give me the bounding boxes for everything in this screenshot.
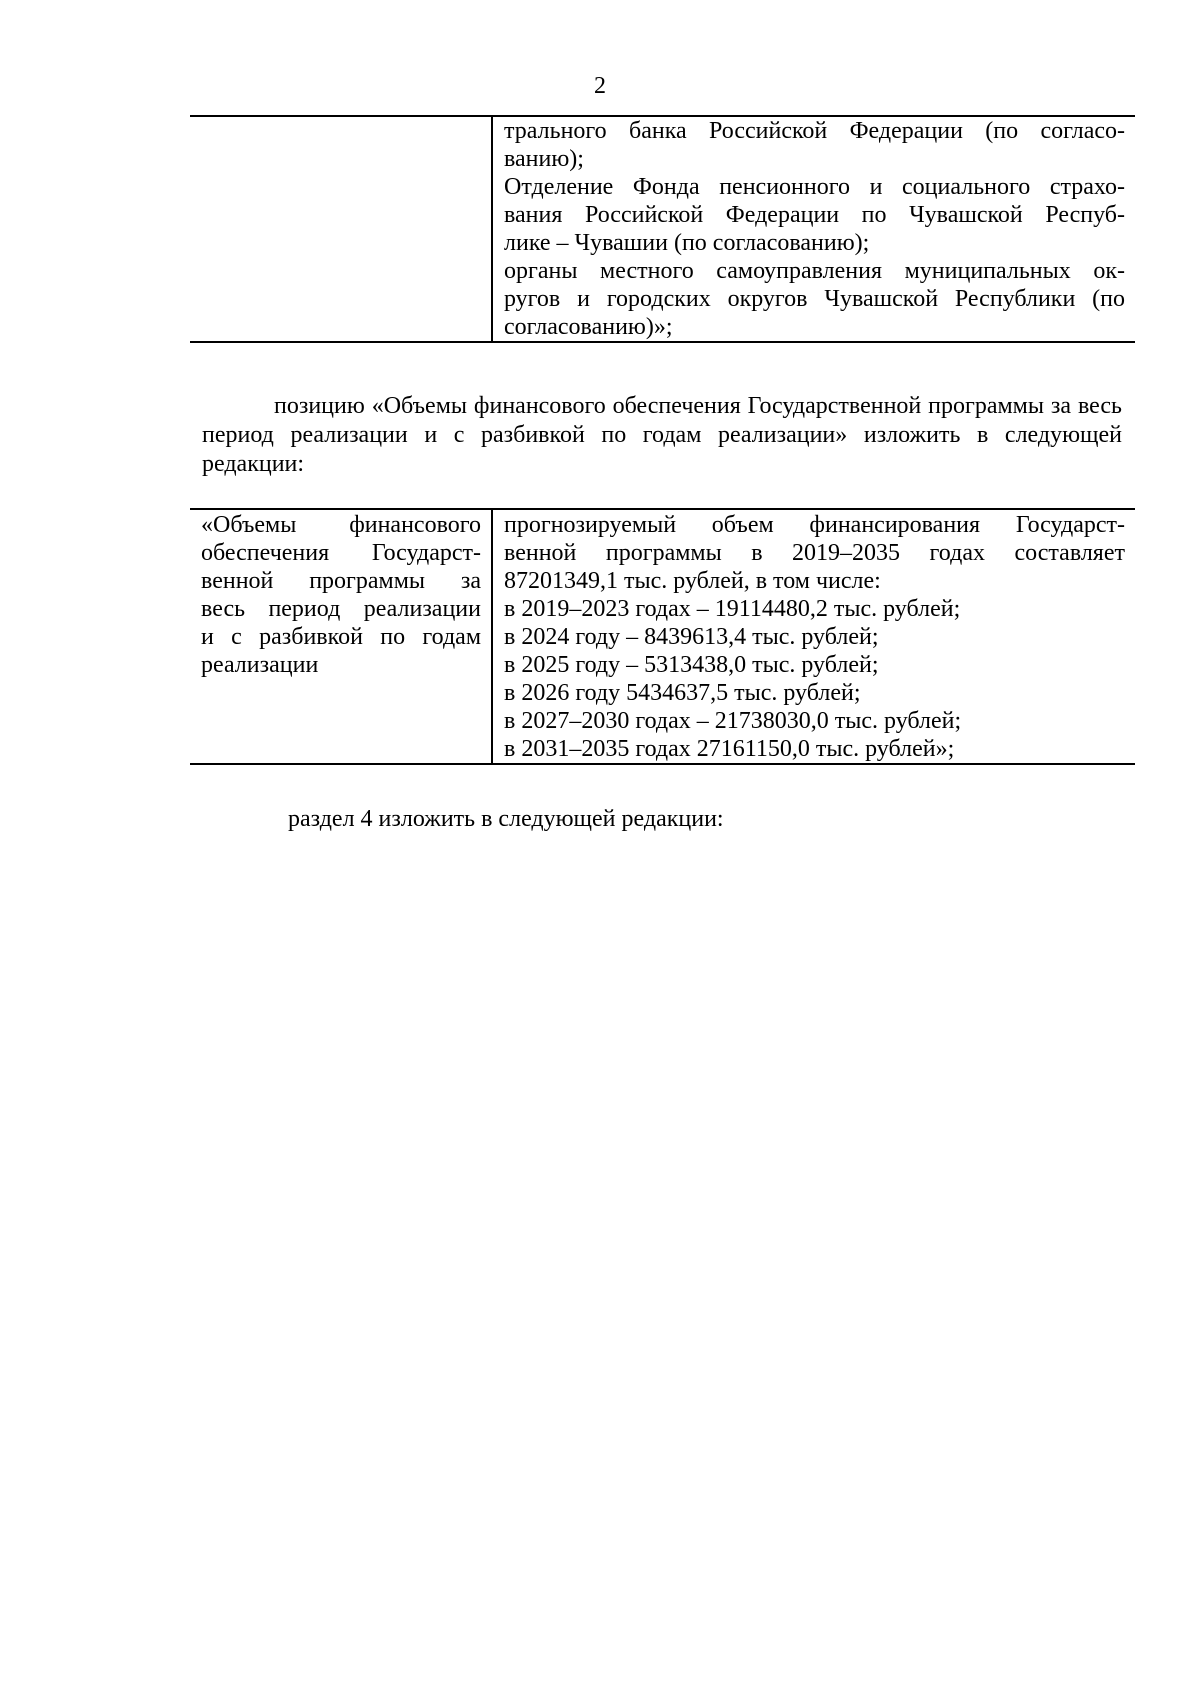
page-number: 2 xyxy=(594,73,606,99)
text-line: лике – Чувашии (по согласованию); xyxy=(504,230,870,256)
text-line: вания Российской Федерации по Чувашской Респуб- xyxy=(504,202,1125,228)
text-line: ванию); xyxy=(504,146,584,172)
text-line: венной программы за xyxy=(201,568,481,594)
text-line: реализации xyxy=(201,652,319,678)
table-cell-left xyxy=(190,509,492,764)
text-line: в 2019–2023 годах – 19114480,2 тыс. рублей; xyxy=(504,596,961,622)
agencies-table xyxy=(190,115,1135,343)
text-line: органы местного самоуправления муниципальных ок- xyxy=(504,258,1125,284)
table-cell-left xyxy=(190,116,492,342)
text-line: ругов и городских округов Чувашской Республики (по xyxy=(504,286,1125,312)
table-cell-right xyxy=(492,509,1135,764)
text-line: трального банка Российской Федерации (по согласо- xyxy=(504,118,1125,144)
text-line: «Объемы финансового xyxy=(201,512,481,538)
table-row xyxy=(190,116,1135,342)
funding-table xyxy=(190,508,1135,765)
text-line: в 2024 году – 8439613,4 тыс. рублей; xyxy=(504,624,879,650)
text-line: 87201349,1 тыс. рублей, в том числе: xyxy=(504,568,881,594)
table-row xyxy=(190,509,1135,764)
text-line: в 2026 году 5434637,5 тыс. рублей; xyxy=(504,680,861,706)
text-line: в 2031–2035 годах 27161150,0 тыс. рублей»; xyxy=(504,736,955,762)
text-line: прогнозируемый объем финансирования Государст- xyxy=(504,512,1125,538)
text-line: согласованию)»; xyxy=(504,314,673,340)
text-line: и с разбивкой по годам xyxy=(201,624,481,650)
text-line: в 2027–2030 годах – 21738030,0 тыс. рублей; xyxy=(504,708,962,734)
text-line: в 2025 году – 5313438,0 тыс. рублей; xyxy=(504,652,879,678)
text-line: весь период реализации xyxy=(201,596,481,622)
text-line: обеспечения Государст- xyxy=(201,540,481,566)
table-cell-right xyxy=(492,116,1135,342)
paragraph-funding-position: позицию «Объемы финансового обеспечения Государственной программы за весь период реализации и с разбивкой по годам реализации» изложить в следующей редакции: xyxy=(202,393,1122,477)
text-line: Отделение Фонда пенсионного и социального страхо- xyxy=(504,174,1125,200)
text-line: венной программы в 2019–2035 годах составляет xyxy=(504,540,1125,566)
paragraph-section-4: раздел 4 изложить в следующей редакции: xyxy=(288,806,724,832)
